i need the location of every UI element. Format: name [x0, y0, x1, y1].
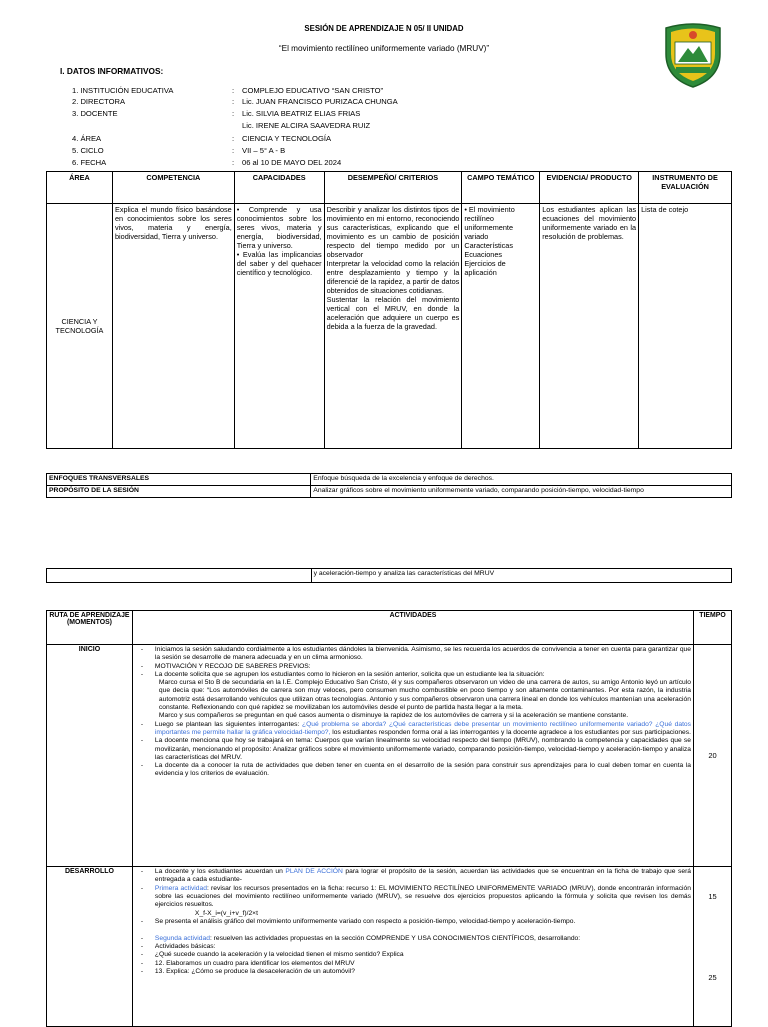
activity-text: para lograr el propósito de la sesión, acuerdan las actividades que se encuentran en la ficha de trabajo que será entregada a cada estudiante- — [154, 868, 692, 884]
info-value: CIENCIA Y TECNOLOGÍA — [242, 134, 332, 143]
activity-item: - Se presenta el análisis gráfico del movimiento uniformemente variado con respecto a posición-tiempo, velocidad-tiempo y aceleración-tiempo. — [155, 918, 691, 926]
campo-item: Características — [464, 241, 514, 250]
activity-item: - 12. Elaboramos un cuadro para identificar los elementos del MRUV — [155, 960, 691, 968]
interrogantes-text: ¿Qué problema se aborda? ¿Qué características debe presentar un movimiento rectilíneo uniformemente variado? ¿Qué datos importantes me permite hallar la gráfica velocidad-tiempo?, — [154, 720, 691, 736]
ruta-table — [46, 610, 732, 1027]
proposito-label: PROPÓSITO DE LA SESIÓN — [47, 486, 311, 498]
info-colon: : — [232, 158, 235, 167]
table-row — [47, 569, 732, 583]
info-label: 5. CICLO — [72, 146, 104, 155]
info-colon: : — [232, 146, 235, 155]
evidencia-cell: Los estudiantes aplican las ecuaciones del movimiento uniformemente variado en la resolución de problemas. — [540, 204, 639, 449]
activity-item: - ¿Qué sucede cuando la aceleración y la velocidad tienen el mismo sentido? Explica — [155, 951, 691, 959]
info-colon: : — [232, 109, 235, 118]
activity-item: - Actividades básicas: — [155, 943, 691, 951]
enfoques-value: Enfoque búsqueda de la excelencia y enfoque de derechos. — [311, 474, 732, 486]
info-colon: : — [232, 134, 235, 143]
info-value: 06 al 10 DE MAYO DEL 2024 — [242, 158, 342, 167]
table-row — [47, 474, 732, 486]
info-value: VII – 5° A - B — [242, 146, 286, 155]
segunda-actividad-label: Segunda actividad — [154, 934, 210, 942]
info-value: Lic. JUAN FRANCISCO PURIZACA CHUNGA — [242, 97, 398, 106]
area-cell: CIENCIA Y TECNOLOGÍA — [47, 204, 113, 449]
info-value: COMPLEJO EDUCATIVO “SAN CRISTO” — [242, 86, 384, 95]
desarrollo-time-2: 25 — [708, 973, 717, 982]
header-capacidades: CAPACIDADES — [234, 172, 324, 204]
info-label: 1. INSTITUCIÓN EDUCATIVA — [72, 86, 174, 95]
desempeno-item: Describir y analizar los distintos tipos de movimiento en mi entorno, reconociendo sus características, explicando que el movimiento es un cambio de posición respecto del tiempo medido por un observador — [326, 205, 460, 259]
school-crest-icon — [662, 20, 724, 88]
session-subtitle: “El movimiento rectilíneo uniformemente variado (MRUV)” — [278, 44, 490, 53]
capacidad-item: • Evalúa las implicancias del saber y del quehacer científico y tecnológico. — [236, 250, 322, 277]
header-competencia: COMPETENCIA — [112, 172, 234, 204]
header-campo: CAMPO TEMÁTICO — [462, 172, 540, 204]
activity-text: La docente y los estudiantes acuerdan un — [154, 868, 283, 875]
activity-item: - La docente solicita que se agrupen los estudiantes como lo hicieron en la sesión anterior, solicita que un estudiante lea la situación: — [155, 671, 691, 679]
activity-item — [155, 868, 691, 885]
info-colon: : — [232, 97, 235, 106]
inicio-activities — [132, 645, 693, 867]
activity-item: - La docente menciona que hoy se trabajará en tema: Cuerpos que varían linealmente su velocidad respecto del tiempo (MRUV), nombrando la competencia y capacidades que se movilizarán, mencionando el propósito: Analizar gráficos sobre el movimiento uniformemente variado, comparando posición-tiempo, velocidad-tiempo y aceleración-tiempo y analiza las características del MRUV. — [155, 737, 691, 762]
capacidad-item: • Comprende y usa conocimientos sobre los seres vivos, materia y energía, biodiversidad, Tierra y universo. — [236, 205, 322, 250]
info-colon: : — [232, 86, 235, 95]
info-value: Lic. IRENE ALCIRA SAAVEDRA RUIZ — [242, 121, 371, 130]
desarrollo-label: DESARROLLO — [47, 867, 133, 1027]
situation-text: Marco cursa el 5to B de secundaria en la I.E. Complejo Educativo San Cristo, él y sus compañeros observaron un video de una carrera de autos, su amigo Antonio leyó un artículo que decía que: “Los automóviles de carrera son muy veloces, pero consumen mucho combustible en poco tiempo y son altamente contaminantes. Por esta razón, la industria automotriz está desarrollando vehículos que utilizan otras tecnologías. Antonio y sus compañeros observaron una carrera lineal en donde los vehículos mantenían una aceleración constante. Reflexionando con qué rapidez se movilizaban los automóviles desde el punto de partida hasta llegar a la meta. — [158, 679, 691, 712]
formula-text: X_f-X_i=(v_i+v_f)/2×t — [194, 910, 258, 918]
desempeno-cell — [324, 204, 462, 449]
datos-heading: I. DATOS INFORMATIVOS: — [60, 66, 164, 76]
info-label: 4. ÁREA — [72, 134, 102, 143]
activity-item: - 13. Explica: ¿Cómo se produce la desaceleración de un automóvil? — [155, 968, 691, 976]
header-tiempo: TIEMPO — [693, 611, 731, 645]
header-instrumento: INSTRUMENTO DE EVALUACIÓN — [639, 172, 732, 204]
table-row — [47, 486, 732, 498]
desarrollo-activities — [132, 867, 693, 1027]
situation-text: Marco y sus compañeros se preguntan en qué casos aumenta o disminuye la rapidez de los automóviles de carrera y si la aceleración se mantiene constante. — [158, 712, 629, 720]
proposito-continuation-table — [46, 568, 732, 583]
desempeno-item: Sustentar la relación del movimiento vertical con el MRUV, en donde la aceleración que adquiere un cuerpo es debida a la fuerza de la gravedad. — [326, 295, 460, 331]
campo-item: Ejercicios de aplicación — [464, 259, 506, 277]
session-title: SESIÓN DE APRENDIZAJE N 05/ II UNIDAD — [304, 24, 464, 33]
primera-actividad-label: Primera actividad — [154, 884, 207, 892]
activity-text: : revisar los recursos presentados en la ficha: recurso 1: EL MOVIMIENTO RECTILÍNEO UNIFORMEMENTE VARIADO (MRUV), donde encontrarán información sobre las ecuaciones del movimiento rectilíneo uniformemente variado (MRUV), se resuelve dos ejercicios propuestos aplicando la fórmula y solicita que revisen los demás ejercicios resueltos. — [154, 884, 691, 909]
header-desempeno: DESEMPEÑO/ CRITERIOS — [324, 172, 462, 204]
activity-item — [155, 721, 691, 738]
enfoques-table — [46, 473, 732, 498]
activity-text: los estudiantes responden forma oral a las interrogantes y la docente agradece a los estudiantes por sus participaciones. — [332, 728, 691, 736]
desempeno-item: Interpretar la velocidad como la relación entre desplazamiento y tiempo y la diferencié de la rapidez, a partir de datos obtenidos de situaciones cotidianas. — [326, 259, 460, 295]
info-label: 3. DOCENTE — [72, 109, 118, 118]
table-row — [47, 867, 732, 1027]
activity-item — [155, 935, 691, 943]
table-header-row — [47, 172, 732, 204]
activity-text: : resuelven las actividades propuestas en la sección COMPRENDE Y USA CONOCIMIENTOS CIENTÍFICOS, desarrollando: — [209, 934, 581, 942]
header-ruta: RUTA DE APRENDIZAJE (MOMENTOS) — [47, 611, 133, 645]
table-header-row — [47, 611, 732, 645]
competencia-cell: Explica el mundo físico basándose en conocimientos sobre los seres vivos, materia y energía, biodiversidad, Tierra y universo. — [112, 204, 234, 449]
info-label: 6. FECHA — [72, 158, 107, 167]
info-label: 2. DIRECTORA — [72, 97, 126, 106]
table-row — [47, 204, 732, 449]
desarrollo-time-cell — [693, 867, 731, 1027]
header-evidencia: EVIDENCIA/ PRODUCTO — [540, 172, 639, 204]
campo-item: Ecuaciones — [464, 250, 503, 259]
activity-item: - La docente da a conocer la ruta de actividades que deben tener en cuenta en el desarrollo de la sesión para construir sus aprendizajes para lo cual deben tomar en cuenta la evidencia y los criterios de evaluación. — [155, 762, 691, 779]
campo-item: • El movimiento rectilíneo uniformemente variado — [464, 205, 515, 241]
empty-cell — [47, 569, 312, 583]
proposito-value: Analizar gráficos sobre el movimiento uniformemente variado, comparando posición-tiempo, velocidad-tiempo — [311, 486, 732, 498]
proposito-continuation: y aceleración-tiempo y analiza las características del MRUV — [311, 569, 731, 583]
info-value: Lic. SILVIA BEATRIZ ELIAS FRIAS — [242, 109, 361, 118]
plan-accion-link: PLAN DE ACCIÓN — [285, 868, 343, 875]
inicio-label: INICIO — [47, 645, 133, 867]
instrumento-cell: Lista de cotejo — [639, 204, 732, 449]
campo-cell — [462, 204, 540, 449]
desarrollo-time-1: 15 — [708, 892, 717, 901]
activity-item — [155, 885, 691, 910]
capacidades-cell — [234, 204, 324, 449]
activity-text: Luego se plantean las siguientes interrogantes: — [154, 720, 300, 728]
enfoques-label: ENFOQUES TRANSVERSALES — [47, 474, 311, 486]
inicio-time: 20 — [693, 645, 731, 867]
table-row — [47, 645, 732, 867]
header-area: ÁREA — [47, 172, 113, 204]
header-actividades: ACTIVIDADES — [132, 611, 693, 645]
competencias-table — [46, 171, 732, 449]
activity-item: - Iniciamos la sesión saludando cordialmente a los estudiantes dándoles la bienvenida. Asimismo, se les recuerda los acuerdos de convivencia a tener en cuenta para garantizar que la sesión se desarrolle de manera adecuada y en un clima armonioso. — [155, 646, 691, 663]
activity-item: - MOTIVACIÓN Y RECOJO DE SABERES PREVIOS: — [155, 663, 691, 671]
